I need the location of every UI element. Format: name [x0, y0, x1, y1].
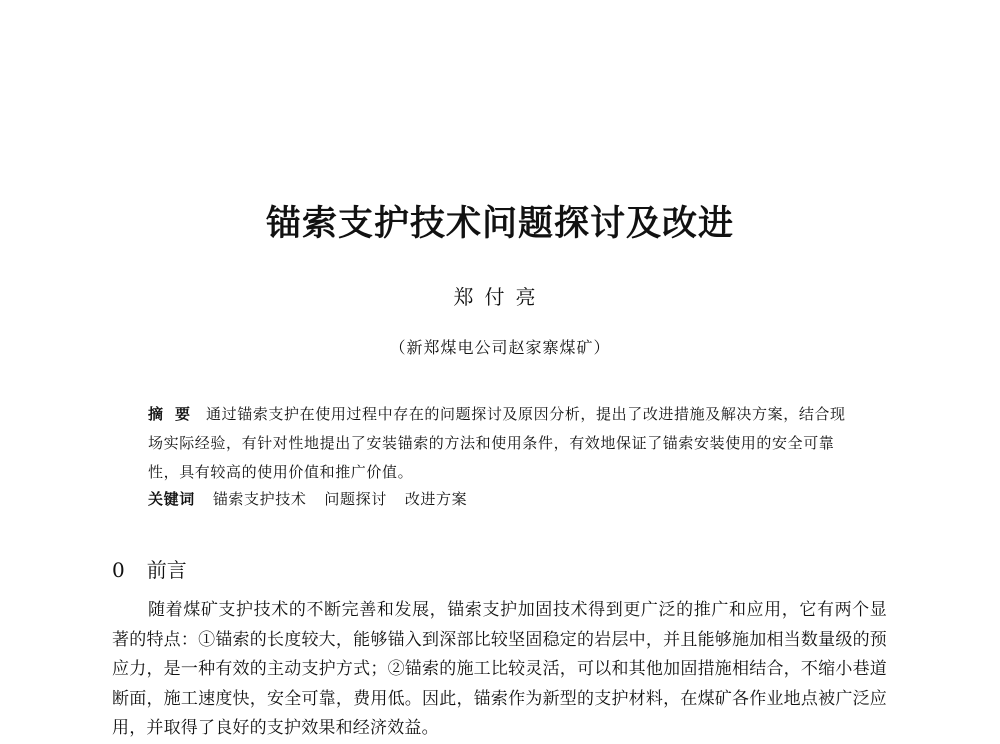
author-affiliation: （新郑煤电公司赵家寨煤矿）: [389, 338, 611, 357]
abstract-text: 通过锚索支护在使用过程中存在的问题探讨及原因分析，提出了改进措施及解决方案，结合现场实际经验，有针对性地提出了安装锚索的方法和使用条件，有效地保证了锚索安装使用的安全可靠性，具有较高的使用价值和推广价值。: [148, 405, 846, 481]
abstract-block: [148, 400, 860, 487]
keywords-block: [148, 486, 860, 512]
section-heading: [112, 556, 187, 584]
section-paragraph: 随着煤矿支护技术的不断完善和发展，锚索支护加固技术得到更广泛的推广和应用，它有两个显著的特点：①锚索的长度较大，能够锚入到深部比较坚固稳定的岩层中，并且能够施加相当数量级的预应力，是一种有效的主动支护方式；②锚索的施工比较灵活，可以和其他加固措施相结合，不缩小巷道断面，施工速度快，安全可靠，费用低。因此，锚索作为新型的支护材料，在煤矿各作业地点被广泛应用，并取得了良好的支护效果和经济效益。: [112, 600, 887, 738]
keyword-item: 锚索支护技术: [212, 490, 307, 508]
section-number: 0: [112, 558, 125, 582]
keywords-label: 关键词: [148, 490, 195, 508]
section-title: 前言: [146, 558, 187, 582]
keyword-item: 改进方案: [404, 490, 468, 508]
keyword-item: 问题探讨: [324, 490, 387, 508]
paper-title: 锚索支护技术问题探讨及改进: [265, 203, 734, 244]
author-name: 郑付亮: [453, 285, 547, 309]
abstract-label: 摘要: [148, 405, 203, 423]
